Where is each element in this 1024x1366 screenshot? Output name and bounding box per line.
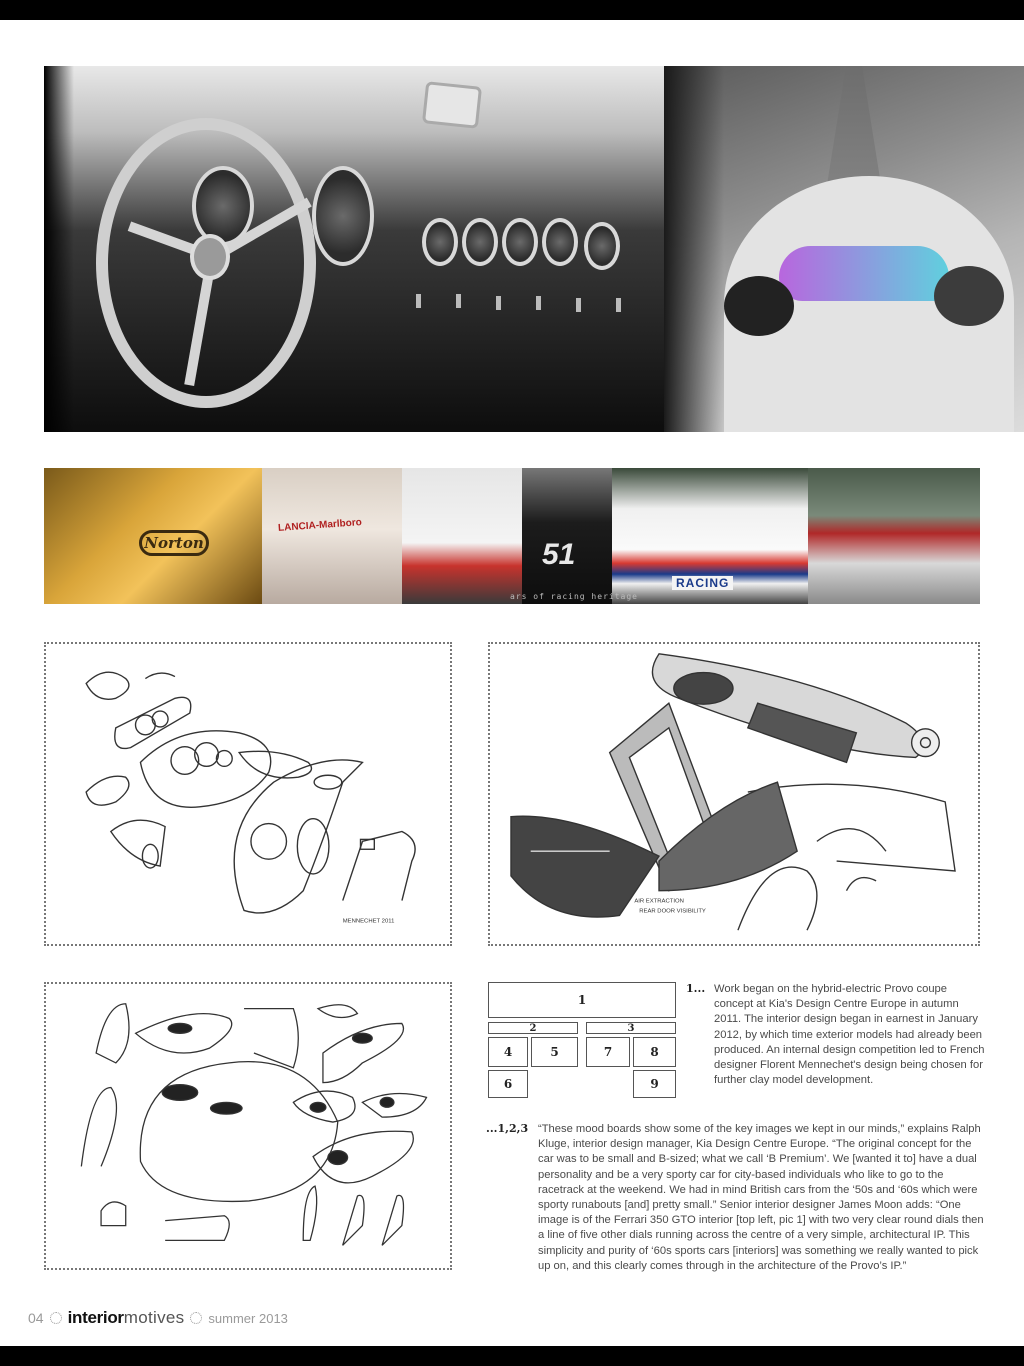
car-on-road-photo: [664, 66, 1024, 432]
key-box-3: 3: [586, 1022, 676, 1034]
image-layout-key: [488, 982, 676, 1098]
publication-name-light: motives: [123, 1308, 185, 1327]
race-car-51-image: 51: [522, 468, 612, 604]
svg-text:MENNECHET 2011: MENNECHET 2011: [342, 918, 395, 925]
svg-text:REAR DOOR VISIBILITY: REAR DOOR VISIBILITY: [639, 908, 706, 915]
strip-caption: ars of racing heritage: [510, 592, 638, 601]
rear-view-mirror: [422, 81, 482, 129]
caption-2-marker: ...1,2,3: [486, 1122, 529, 1135]
alfa-gta-image: [808, 468, 980, 604]
key-box-2: 2: [488, 1022, 578, 1034]
top-frame-bar: [0, 0, 1024, 20]
bottom-frame-bar: [0, 1346, 1024, 1366]
key-box-4: 4: [488, 1037, 528, 1067]
key-box-8: 8: [633, 1037, 676, 1067]
norton-tank-image: Norton: [44, 468, 262, 604]
fiat-abarth-image: [402, 468, 522, 604]
lancia-rally-image: LANCIA-Marlboro: [262, 468, 402, 604]
key-box-1: 1: [488, 982, 676, 1018]
key-box-9: 9: [633, 1070, 676, 1098]
small-dial-3: [502, 218, 538, 266]
caption-2-text: “These mood boards show some of the key images we kept in our minds,” explains Ralph Kluge, interior design manager, Kia Design Centre Europe. “The original concept for the car was to be small and B-sized; what we call ‘B Premium’. We [wanted it to] have a dual personality and be a very sporty car for city-based individuals who like to go to the racetrack at the weekend. We had in mind British cars from the ‘50s and ‘60s which were sporty runabouts [and] pretty small.” Senior interior designer James Moon adds: “One image is of the Ferrari 350 GTO interior [top left, pic 1] with two very clear round dials then a line of five other dials running across the centre of a very simple, architectural IP. This simplicity and purity of ‘60s sports cars [interiors] was something we really wanted to pick up on, and this clearly comes through in the architecture of the Provo’s IP.”: [538, 1123, 984, 1272]
key-box-7: 7: [586, 1037, 630, 1067]
small-dial-5: [584, 222, 620, 270]
dotted-ring-icon: [190, 1312, 202, 1324]
caption-1-text: Work began on the hybrid-electric Provo coupe concept at Kia's Design Centre Europe in autumn 2011. The interior design began in earnest in January 2012, by which time exterior models had already been produced. An internal design competition led to French designer Florent Mennechet's design being chosen for further clay model development.: [714, 983, 985, 1087]
small-dial-2: [462, 218, 498, 266]
page-number: 04: [28, 1310, 44, 1326]
speedometer-dial: [312, 166, 374, 266]
key-box-5: 5: [531, 1037, 578, 1067]
issue-date: summer 2013: [208, 1310, 288, 1326]
hero-photo-collage: [44, 66, 1024, 432]
horn-button: [190, 234, 230, 280]
hud-overlay: [779, 246, 949, 301]
publication-name-bold: interior: [67, 1308, 124, 1327]
page-footer: [28, 1308, 288, 1328]
key-box-6: 6: [488, 1070, 528, 1098]
racing-heritage-strip: [44, 468, 980, 604]
small-dial-4: [542, 218, 578, 266]
coupe-rendering-panel: [488, 642, 980, 946]
alpine-racing-image: RACING: [612, 468, 808, 604]
small-dial-1: [422, 218, 458, 266]
svg-text:AIR EXTRACTION: AIR EXTRACTION: [634, 898, 684, 905]
ip-sketch-panel: [44, 642, 452, 946]
dotted-ring-icon: [50, 1312, 62, 1324]
ferrari-interior-photo: [44, 66, 684, 432]
caption-1-marker: 1...: [686, 982, 706, 995]
thumbnail-sketch-panel: [44, 982, 452, 1270]
